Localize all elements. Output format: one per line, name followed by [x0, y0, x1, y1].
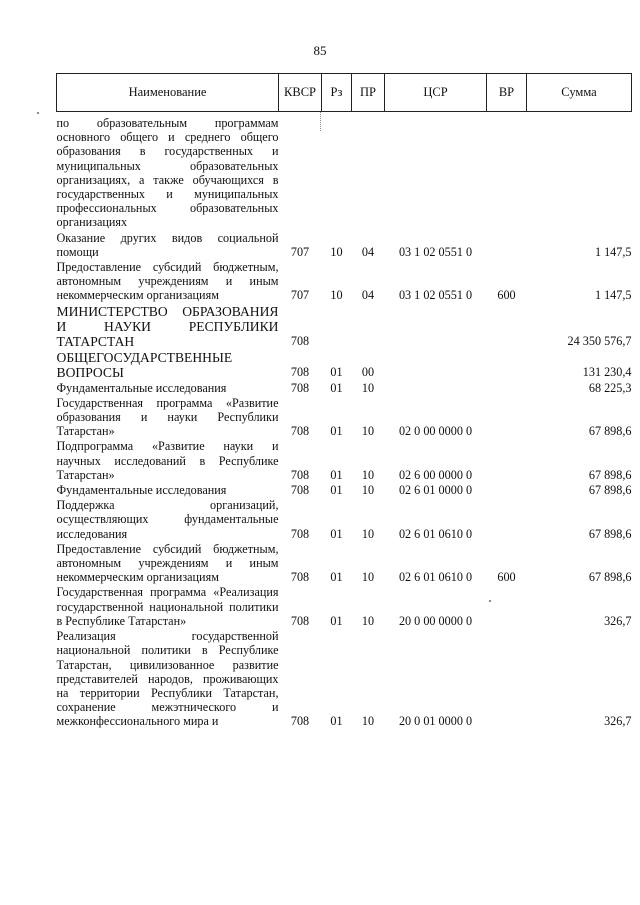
row-csr: 02 6 00 0000 0	[398, 467, 473, 482]
row-pr: 04	[361, 244, 375, 259]
row-kvsr	[279, 112, 322, 230]
row-sum: 67 898,6	[588, 526, 632, 541]
row-csr: 20 0 00 0000 0	[398, 613, 473, 628]
row-vr	[487, 438, 527, 482]
row-sum: 1 147,5	[594, 244, 632, 259]
row-vr: 600	[497, 570, 516, 585]
row-pr: 10	[361, 380, 375, 395]
row-sum: 67 898,6	[588, 467, 632, 482]
row-pr	[352, 303, 385, 349]
row-kvsr: 708	[290, 714, 310, 729]
header-sum: Сумма	[527, 74, 632, 112]
row-pr: 10	[361, 424, 375, 439]
row-name: Государственная программа «Реализация государственной национальной политики в Республике Татарстан»	[56, 585, 279, 628]
row-kvsr: 708	[290, 613, 310, 628]
row-rz: 01	[330, 467, 343, 482]
row-name: Поддержка организаций, осуществляющих фундаментальные исследования	[56, 498, 279, 541]
row-vr	[487, 584, 527, 628]
row-pr: 00	[361, 365, 375, 380]
row-name: по образовательным программам основного общего и среднего общего образования в государственных и муниципальных образовательных организациях, а также обучающихся в государственных и муниципальных профессиональных образовательных организациях	[56, 116, 279, 230]
row-csr	[385, 380, 487, 395]
table-row	[57, 584, 632, 628]
row-name: Фундаментальные исследования	[56, 483, 227, 498]
row-kvsr: 708	[290, 334, 310, 349]
row-kvsr: 708	[290, 424, 310, 439]
row-csr: 02 6 01 0610 0	[398, 526, 473, 541]
row-vr	[487, 230, 527, 259]
row-pr: 10	[361, 714, 375, 729]
row-rz: 01	[330, 483, 343, 498]
row-vr	[487, 303, 527, 349]
row-rz: 01	[330, 570, 343, 585]
row-csr: 02 6 01 0610 0	[398, 570, 473, 585]
budget-table	[56, 73, 632, 729]
row-kvsr: 708	[290, 483, 310, 498]
header-kvsr: КВСР	[279, 74, 322, 112]
row-pr: 10	[361, 570, 375, 585]
row-csr: 03 1 02 0551 0	[398, 288, 473, 303]
row-vr	[487, 497, 527, 541]
row-rz: 01	[330, 613, 343, 628]
row-pr	[352, 112, 385, 230]
table-row	[57, 541, 632, 585]
row-vr: 600	[497, 288, 516, 303]
row-vr	[487, 349, 527, 380]
row-csr: 02 6 01 0000 0	[398, 483, 473, 498]
row-kvsr: 707	[290, 244, 310, 259]
table-row	[57, 497, 632, 541]
table-row	[57, 112, 632, 230]
row-rz: 10	[330, 288, 343, 303]
row-pr: 10	[361, 467, 375, 482]
row-name: Реализация государственной национальной политики в Республике Татарстан, цивилизованное развитие представителей народов, проживающих на территории Республики Татарстан, сохранение межэтнического и межконфессионального мира и	[56, 629, 279, 729]
row-csr: 20 0 01 0000 0	[398, 714, 473, 729]
row-pr: 10	[361, 613, 375, 628]
row-sum: 131 230,4	[582, 365, 632, 380]
row-name: Оказание других видов социальной помощи	[56, 230, 279, 259]
row-rz: 01	[330, 714, 343, 729]
row-vr	[487, 482, 527, 497]
row-name: Предоставление субсидий бюджетным, автономным учреждениям и иным некоммерческим организациям	[56, 260, 279, 303]
header-rz: Рз	[322, 74, 352, 112]
table-header-row	[57, 74, 632, 112]
row-kvsr: 708	[290, 570, 310, 585]
row-name: ОБЩЕГОСУДАРСТВЕННЫЕ ВОПРОСЫ	[56, 349, 233, 380]
row-rz	[322, 303, 352, 349]
row-kvsr: 708	[290, 467, 310, 482]
table-row	[57, 349, 632, 380]
row-rz	[322, 112, 352, 230]
row-sum: 67 898,6	[588, 424, 632, 439]
row-rz: 01	[330, 380, 343, 395]
row-sum: 1 147,5	[594, 288, 632, 303]
row-rz: 10	[330, 244, 343, 259]
header-pr: ПР	[352, 74, 385, 112]
row-sum	[527, 112, 632, 230]
table-row	[57, 438, 632, 482]
row-sum: 326,7	[604, 714, 632, 729]
row-vr	[487, 628, 527, 728]
scan-speck	[37, 112, 39, 114]
table-row	[57, 628, 632, 728]
row-kvsr: 708	[290, 380, 310, 395]
row-rz: 01	[330, 526, 343, 541]
row-name: Государственная программа «Развитие образования и науки Республики Татарстан»	[56, 395, 279, 439]
row-csr	[385, 349, 487, 380]
table-row	[57, 482, 632, 497]
row-csr	[385, 112, 487, 230]
header-name: Наименование	[57, 74, 279, 112]
row-kvsr: 708	[290, 526, 310, 541]
row-sum: 24 350 576,7	[567, 334, 632, 349]
row-name: Предоставление субсидий бюджетным, автономным учреждениям и иным некоммерческим организациям	[56, 541, 279, 585]
row-vr	[487, 112, 527, 230]
table-row	[57, 230, 632, 259]
row-kvsr: 708	[290, 365, 310, 380]
header-csr: ЦСР	[385, 74, 487, 112]
row-rz: 01	[330, 424, 343, 439]
header-vr: ВР	[487, 74, 527, 112]
row-kvsr: 707	[290, 288, 310, 303]
row-vr	[487, 380, 527, 395]
row-csr	[385, 303, 487, 349]
row-name: Фундаментальные исследования	[56, 380, 227, 395]
row-sum: 67 898,6	[588, 570, 632, 585]
row-rz: 01	[330, 365, 343, 380]
row-sum: 67 898,6	[588, 483, 632, 498]
row-sum: 326,7	[604, 613, 632, 628]
table-row	[57, 380, 632, 395]
table-row	[57, 395, 632, 439]
table-row	[57, 259, 632, 303]
row-csr: 03 1 02 0551 0	[398, 244, 473, 259]
row-pr: 10	[361, 483, 375, 498]
table-row	[57, 303, 632, 349]
row-name: МИНИСТЕРСТВО ОБРАЗОВАНИЯ И НАУКИ РЕСПУБЛИКИ ТАТАРСТАН	[56, 303, 279, 349]
row-sum: 68 225,3	[588, 380, 632, 395]
row-name: Подпрограмма «Развитие науки и научных исследований в Республике Татарстан»	[56, 439, 279, 482]
row-pr: 10	[361, 526, 375, 541]
row-pr: 04	[361, 288, 375, 303]
page-number: 85	[313, 43, 327, 58]
row-csr: 02 0 00 0000 0	[398, 424, 473, 439]
row-vr	[487, 395, 527, 439]
